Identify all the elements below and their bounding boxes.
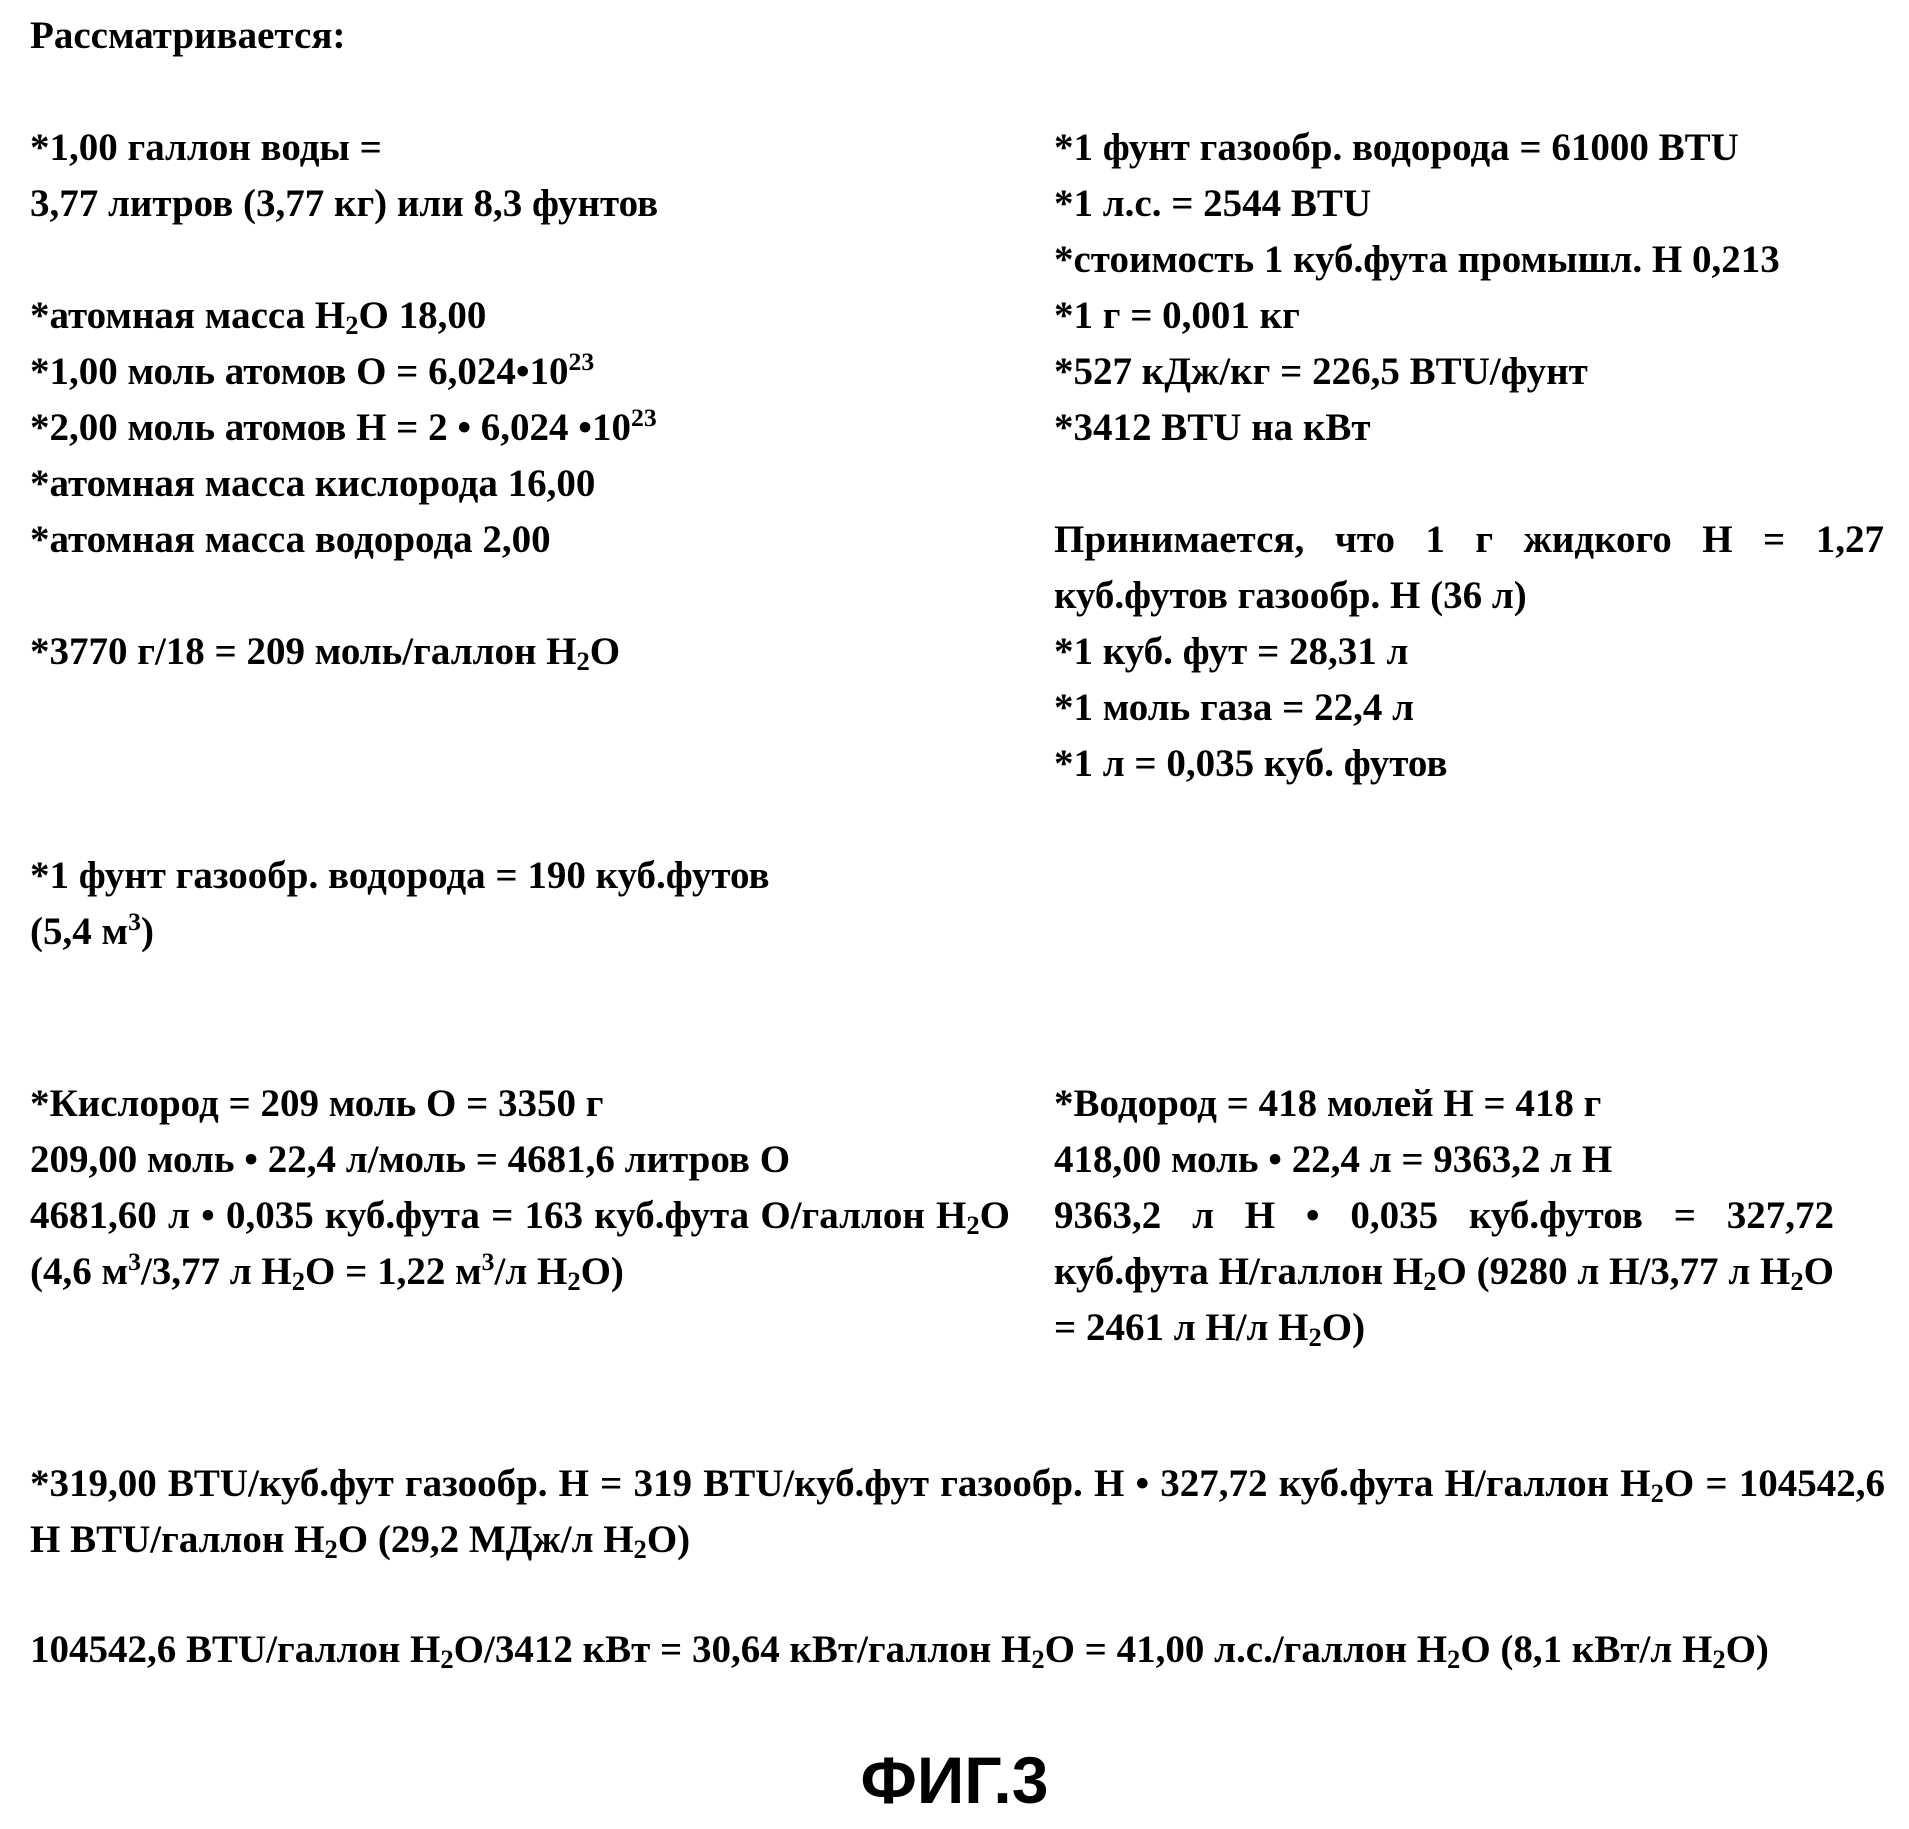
- figure-label: ФИГ.3: [860, 1743, 1049, 1817]
- hydrogen-moles-line: *Водород = 418 молей H = 418 г: [1054, 1082, 1602, 1125]
- kj-btu-line: *527 кДж/кг = 226,5 BTU/фунт: [1054, 350, 1588, 393]
- liter-cubic-foot-line: *1 л = 0,035 куб. футов: [1054, 742, 1448, 785]
- mole-gas-line: *1 моль газа = 22,4 л: [1054, 686, 1415, 729]
- moles-per-gallon-line: *3770 г/18 = 209 моль/галлон $H_2O$: [30, 630, 621, 676]
- pound-volume-line: *1 фунт газообр. водорода = 190 куб.футов: [30, 854, 770, 897]
- assumption-line: Принимается, что 1 г жидкого H = 1,27 куб.футов газообр. H (36 л): [1054, 518, 1884, 617]
- left-column-oxygen: [30, 1076, 1010, 1300]
- heading: Рассматривается:: [30, 14, 346, 57]
- cubic-foot-line: *1 куб. фут = 28,31 л: [1054, 630, 1409, 673]
- gallon-water-line: *1,00 галлон воды =: [30, 126, 382, 169]
- oxygen-moles-line: *Кислород = 209 моль O = 3350 г: [30, 1082, 604, 1125]
- right-column-hydrogen: [1054, 1076, 1884, 1356]
- btu-per-kw-line: *3412 BTU на кВт: [1054, 406, 1371, 449]
- oxygen-volume-paragraph: 4681,60 л • 0,035 куб.фута = 163 куб.фута O/галлон $H_2O$ (4,6 $м^3/3,77$ л $H_2O = 1,22$ $м^3/л$ $H_2O$): [30, 1194, 1010, 1296]
- btu-per-gallon-paragraph: *319,00 BTU/куб.фут газообр. H = 319 BTU/куб.фут газообр. H • 327,72 куб.фута H/галлон $H_2O = 104542,6$ H BTU/галлон $H_2O$ (29,2 МДж/л $H_2O$): [30, 1462, 1886, 1564]
- pound-btu-line: *1 фунт газообр. водорода = 61000 BTU: [1054, 126, 1739, 169]
- mole-oxygen-line: *1,00 моль атомов $O = 6,024•10^{23}$: [30, 346, 595, 393]
- hydrogen-liters-line: 418,00 моль • 22,4 л = 9363,2 л H: [1054, 1138, 1613, 1181]
- atomic-mass-water-line: *атомная масса $H_2O$ 18,00: [30, 294, 487, 340]
- cost-line: *стоимость 1 куб.фута промышл. H 0,213: [1054, 238, 1780, 281]
- oxygen-liters-line: 209,00 моль • 22,4 л/моль = 4681,6 литров O: [30, 1138, 791, 1181]
- gallon-liters-line: 3,77 литров (3,77 кг) или 8,3 фунтов: [30, 182, 659, 225]
- kw-per-gallon-paragraph: 104542,6 BTU/галлон $H_2O/3412$ кВт = 30,64 кВт/галлон $H_2O = 41,00$ л.с./галлон $H_2O$ (8,1 кВт/л $H_2O$): [30, 1628, 1769, 1674]
- right-column: [1054, 120, 1884, 792]
- horsepower-btu-line: *1 л.с. = 2544 BTU: [1054, 182, 1372, 225]
- pound-volume-metric-line: (5,4 $м^3$): [30, 906, 154, 953]
- hydrogen-volume-paragraph: 9363,2 л H • 0,035 куб.футов = 327,72 куб.фута H/галлон $H_2O$ (9280 л H/3,77 л $H_2O = 2461$ л H/л $H_2O$): [1054, 1194, 1834, 1352]
- left-column-pound-volume: [30, 848, 1010, 960]
- left-column: [30, 120, 1010, 680]
- mole-hydrogen-line: *2,00 моль атомов H = 2 • 6,024 $•10^{23}$: [30, 402, 657, 449]
- gram-kg-line: *1 г = 0,001 кг: [1054, 294, 1300, 337]
- atomic-mass-hydrogen-line: *атомная масса водорода 2,00: [30, 518, 551, 561]
- atomic-mass-oxygen-line: *атомная масса кислорода 16,00: [30, 462, 596, 505]
